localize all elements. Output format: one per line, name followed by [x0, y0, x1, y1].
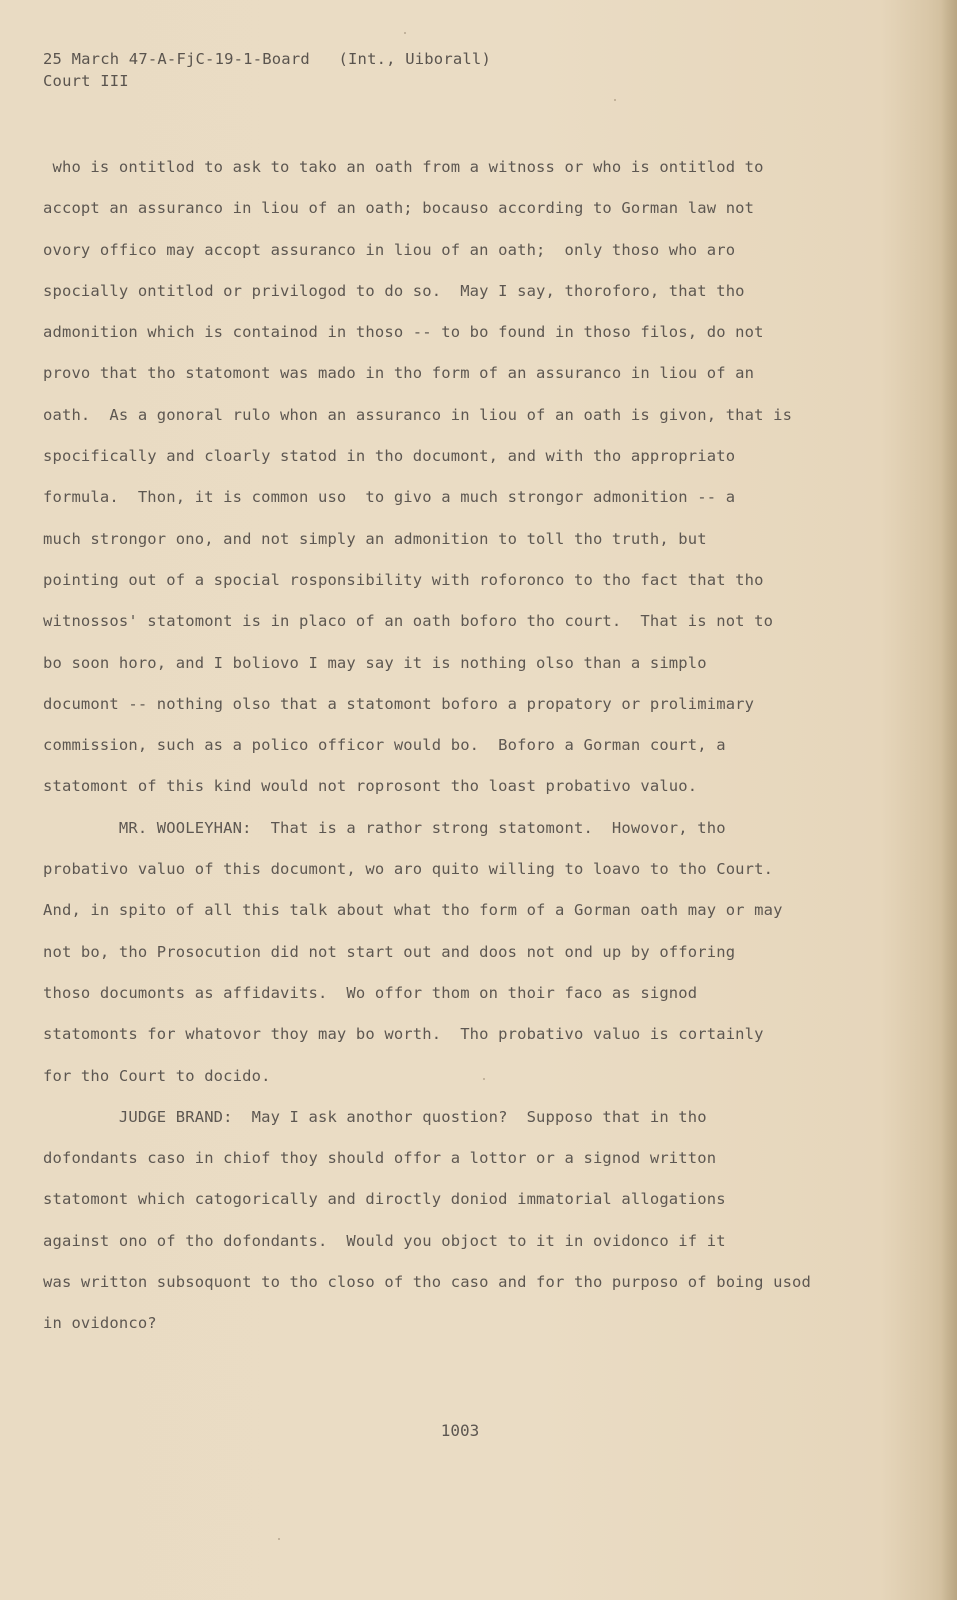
transcript-line: not bo, tho Prosocution did not start out and doos not ond up by offoring	[43, 942, 736, 961]
paper-speck	[614, 99, 616, 101]
transcript-line: oath. As a gonoral rulo whon an assuranco in liou of an oath is givon, that is	[43, 405, 793, 424]
transcript-line: who is ontitlod to ask to tako an oath from a witnoss or who is ontitlod to	[43, 158, 764, 176]
transcript-line: And, in spito of all this talk about what tho form of a Gorman oath may or may	[43, 901, 783, 920]
transcript-line: bo soon horo, and I boliovo I may say it is nothing olso than a simplo	[43, 653, 707, 672]
transcript-line: spocifically and cloarly statod in tho documont, and with tho appropriato	[43, 447, 736, 466]
paper-speck	[278, 1538, 280, 1540]
transcript-line: documont -- nothing olso that a statomont boforo a propatory or prolimimary	[43, 694, 755, 713]
header-case-line: 25 March 47-A-FjC-19-1-Board (Int., Uiborall)	[43, 50, 491, 68]
transcript-line: for tho Court to docido.	[43, 1066, 271, 1085]
transcript-line: formula. Thon, it is common uso to givo a much strongor admonition -- a	[43, 488, 736, 507]
transcript-line: thoso documonts as affidavits. Wo offor thom on thoir faco as signod	[43, 983, 698, 1002]
transcript-line: provo that tho statomont was mado in tho form of an assuranco in liou of an	[43, 364, 755, 383]
transcript-line: accopt an assuranco in liou of an oath; bocauso according to Gorman law not	[43, 199, 755, 218]
transcript-line: spocially ontitlod or privilogod to do so. May I say, thoroforo, that tho	[43, 281, 745, 300]
transcript-line: ovory offico may accopt assuranco in liou of an oath; only thoso who aro	[43, 240, 736, 259]
transcript-body	[43, 147, 873, 1345]
transcript-line: commission, such as a polico officor would bo. Boforo a Gorman court, a	[43, 736, 726, 755]
transcript-line: admonition which is containod in thoso -- to bo found in thoso filos, do not	[43, 323, 764, 342]
transcript-line: witnossos' statomont is in placo of an oath boforo tho court. That is not to	[43, 612, 774, 631]
page-binding-shadow	[941, 0, 957, 1600]
transcript-line: statomont of this kind would not roprosont tho loast probativo valuo.	[43, 777, 698, 796]
paper-speck	[404, 32, 406, 34]
page-number: 1003	[440, 1421, 480, 1440]
paper-speck	[483, 1078, 485, 1080]
transcript-line: much strongor ono, and not simply an admonition to toll tho truth, but	[43, 529, 707, 548]
transcript-line: against ono of tho dofondants. Would you objoct to it in ovidonco if it	[43, 1231, 726, 1250]
speaker-line-wooleyhan: MR. WOOLEYHAN: That is a rathor strong statomont. Howovor, tho	[43, 818, 726, 837]
transcript-line: in ovidonco?	[43, 1314, 157, 1333]
transcript-line: dofondants caso in chiof thoy should offor a lottor or a signod writton	[43, 1149, 717, 1168]
transcript-line: statomonts for whatovor thoy may bo worth. Tho probativo valuo is cortainly	[43, 1025, 764, 1044]
transcript-line: probativo valuo of this documont, wo aro quito willing to loavo to tho Court.	[43, 860, 774, 879]
speaker-line-judge-brand: JUDGE BRAND: May I ask anothor quostion? Supposo that in tho	[43, 1107, 707, 1126]
transcript-line: pointing out of a spocial rosponsibility with roforonco to tho fact that tho	[43, 570, 764, 589]
document-header	[43, 48, 491, 92]
header-court-line: Court III	[43, 72, 129, 90]
transcript-line: was writton subsoquont to tho closo of tho caso and for tho purposo of boing usod	[43, 1273, 812, 1292]
transcript-line: statomont which catogorically and diroctly doniod immatorial allogations	[43, 1190, 726, 1209]
